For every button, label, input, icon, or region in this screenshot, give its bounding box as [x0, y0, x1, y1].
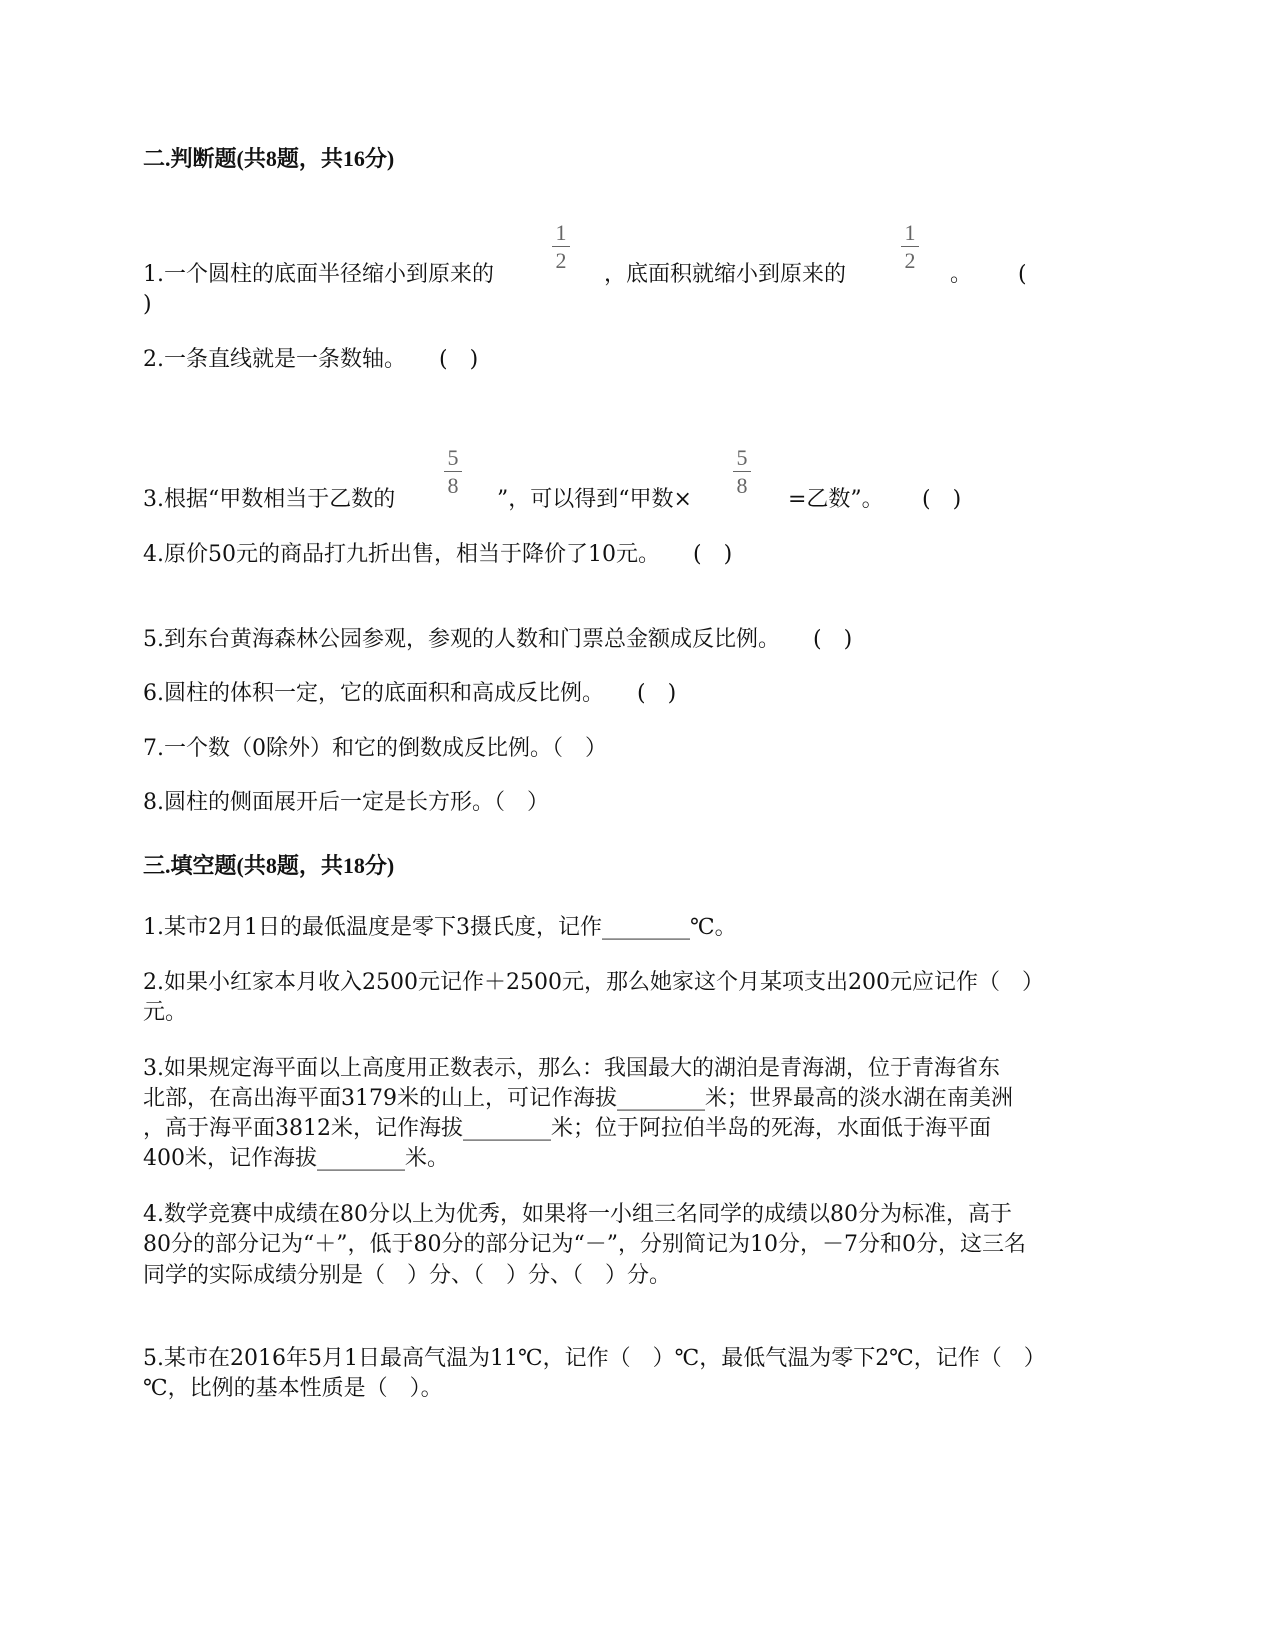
fill-q1: 1.某市2月1日的最低温度是零下3摄氏度，记作________℃。: [143, 915, 737, 940]
fraction-numerator: 5: [447, 445, 459, 470]
fill-q2-line-1: 2.如果小红家本月收入2500元记作＋2500元，那么她家这个月某项支出200元应记作（ ）: [143, 970, 1044, 995]
judge-q3-fraction-2: [729, 446, 755, 498]
fraction-denominator: 2: [904, 248, 916, 273]
judge-q4: 4.原价50元的商品打九折出售，相当于降价了10元。 ( ): [143, 542, 733, 567]
fill-q3-line-1: 3.如果规定海平面以上高度用正数表示，那么：我国最大的湖泊是青海湖，位于青海省东: [143, 1056, 1000, 1081]
fill-q2-line-2: 元。: [143, 1000, 188, 1025]
fill-q5-line-1: 5.某市在2016年5月1日最高气温为11℃，记作（ ）℃，最低气温为零下2℃，记作（ ）: [143, 1346, 1046, 1371]
fill-q4-line-1: 4.数学竞赛中成绩在80分以上为优秀，如果将一小组三名同学的成绩以80分为标准，高于: [143, 1202, 1012, 1227]
fraction-denominator: 8: [447, 473, 459, 498]
fraction-bar: [552, 246, 570, 247]
fill-q4-line-2: 80分的部分记为“＋”，低于80分的部分记为“－”，分别简记为10分，－7分和0分，这三名: [143, 1232, 1026, 1257]
fraction-denominator: 8: [736, 473, 748, 498]
fraction-bar: [733, 471, 751, 472]
fill-q3-line-2: 北部，在高出海平面3179米的山上，可记作海拔________米；世界最高的淡水湖在南美洲: [143, 1086, 1013, 1111]
fill-q4-line-3: 同学的实际成绩分别是（ ）分、（ ）分、（ ）分。: [143, 1263, 672, 1288]
fraction-bar: [444, 471, 462, 472]
fraction-numerator: 1: [904, 220, 916, 245]
fill-q3-line-3: ，高于海平面3812米，记作海拔________米；位于阿拉伯半岛的死海，水面低于海平面: [143, 1116, 991, 1141]
fill-q3-line-4: 400米，记作海拔________米。: [143, 1146, 449, 1171]
judge-q1-part-a: 1.一个圆柱的底面半径缩小到原来的: [143, 262, 494, 287]
section-3-heading: 三.填空题(共8题，共18分): [143, 853, 395, 878]
fraction-denominator: 2: [555, 248, 567, 273]
section-2-heading: 二.判断题(共8题，共16分): [143, 146, 395, 171]
judge-q3-part-b: ”，可以得到“甲数×: [497, 487, 692, 512]
judge-q1-paren-open: (: [1018, 262, 1027, 287]
judge-q7: 7.一个数（0除外）和它的倒数成反比例。（ ）: [143, 736, 607, 761]
judge-q3-part-a: 3.根据“甲数相当于乙数的: [143, 487, 396, 512]
fraction-numerator: 5: [736, 445, 748, 470]
judge-q3-fraction-1: [440, 446, 466, 498]
judge-q1-fraction-2: [897, 221, 923, 273]
judge-q1-paren-close: ): [143, 292, 152, 317]
judge-q1-part-b: ，底面积就缩小到原来的: [604, 262, 847, 287]
fill-q5-line-2: ℃，比例的基本性质是（ ）。: [143, 1376, 443, 1401]
judge-q8: 8.圆柱的侧面展开后一定是长方形。（ ）: [143, 790, 549, 815]
fraction-numerator: 1: [555, 220, 567, 245]
judge-q2: 2.一条直线就是一条数轴。 ( ): [143, 347, 479, 372]
judge-q5: 5.到东台黄海森林公园参观，参观的人数和门票总金额成反比例。 ( ): [143, 627, 853, 652]
judge-q3-part-c: =乙数”。: [788, 487, 884, 512]
judge-q6: 6.圆柱的体积一定，它的底面积和高成反比例。 ( ): [143, 681, 677, 706]
judge-q1-fraction-1: [548, 221, 574, 273]
fraction-bar: [901, 246, 919, 247]
judge-q3-paren: ( ): [922, 487, 962, 512]
judge-q1-part-c: 。: [950, 262, 973, 287]
